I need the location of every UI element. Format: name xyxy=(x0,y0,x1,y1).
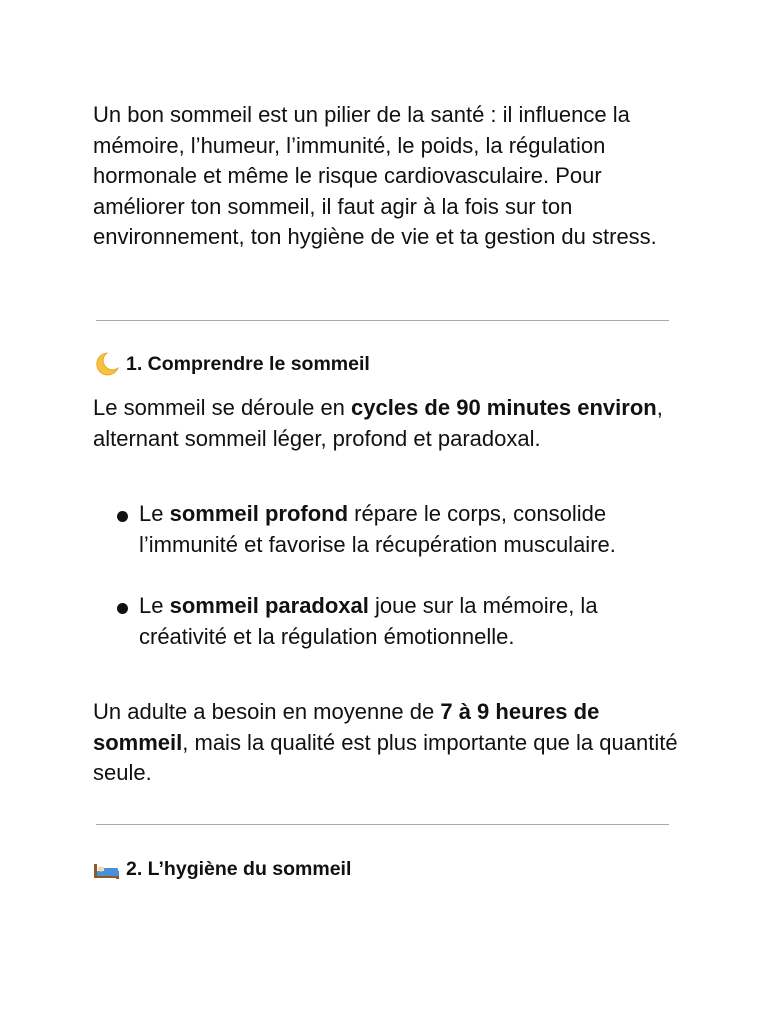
text-run: , mais la qualité est plus importante que la quantité seule. xyxy=(93,729,678,786)
text-run: Un adulte a besoin en moyenne de xyxy=(93,699,441,724)
text-run: , alternant sommeil léger, profond et paradoxal. xyxy=(93,395,663,451)
bold-run: sommeil paradoxal xyxy=(169,593,369,619)
section-2-heading xyxy=(93,856,351,882)
text-run: Le sommeil se déroule en xyxy=(93,395,352,420)
section-1-paragraph-2 xyxy=(93,697,678,789)
intro-paragraph: Un bon sommeil est un pilier de la santé : il influence la mémoire, l’humeur, l’immunité, le poids, la régulation hormonale et même le risque cardiovasculaire. Pour améliorer ton sommeil, il faut agir à la fois sur ton environnement, ton hygiène de vie et ta gestion du stress. xyxy=(93,102,657,250)
section-divider xyxy=(96,320,669,321)
bold-run: 7 à 9 heures de sommeil xyxy=(93,699,600,755)
bold-run: cycles de 90 minutes environ xyxy=(351,395,657,420)
bullet-list xyxy=(93,499,678,652)
crescent-moon-icon xyxy=(93,351,120,377)
text-run: Le xyxy=(139,501,170,526)
section-1-heading xyxy=(93,351,370,377)
bed-icon xyxy=(93,856,120,882)
text-run: joue sur la mémoire, la créativité et la régulation émotionnelle. xyxy=(139,593,598,649)
section-divider xyxy=(96,824,669,825)
text-run: Le xyxy=(139,593,170,619)
section-2-title: 2. L’hygiène du sommeil xyxy=(126,858,352,880)
list-item xyxy=(93,499,678,560)
bullet-dot xyxy=(117,511,128,522)
text-run: répare le corps, consolide l’immunité et favorise la récupération musculaire. xyxy=(139,501,616,557)
section-1-title: 1. Comprendre le sommeil xyxy=(126,353,370,375)
bullet-dot xyxy=(117,603,128,614)
section-1-paragraph xyxy=(93,393,678,454)
list-item xyxy=(93,591,678,652)
bold-run: sommeil profond xyxy=(169,501,349,526)
